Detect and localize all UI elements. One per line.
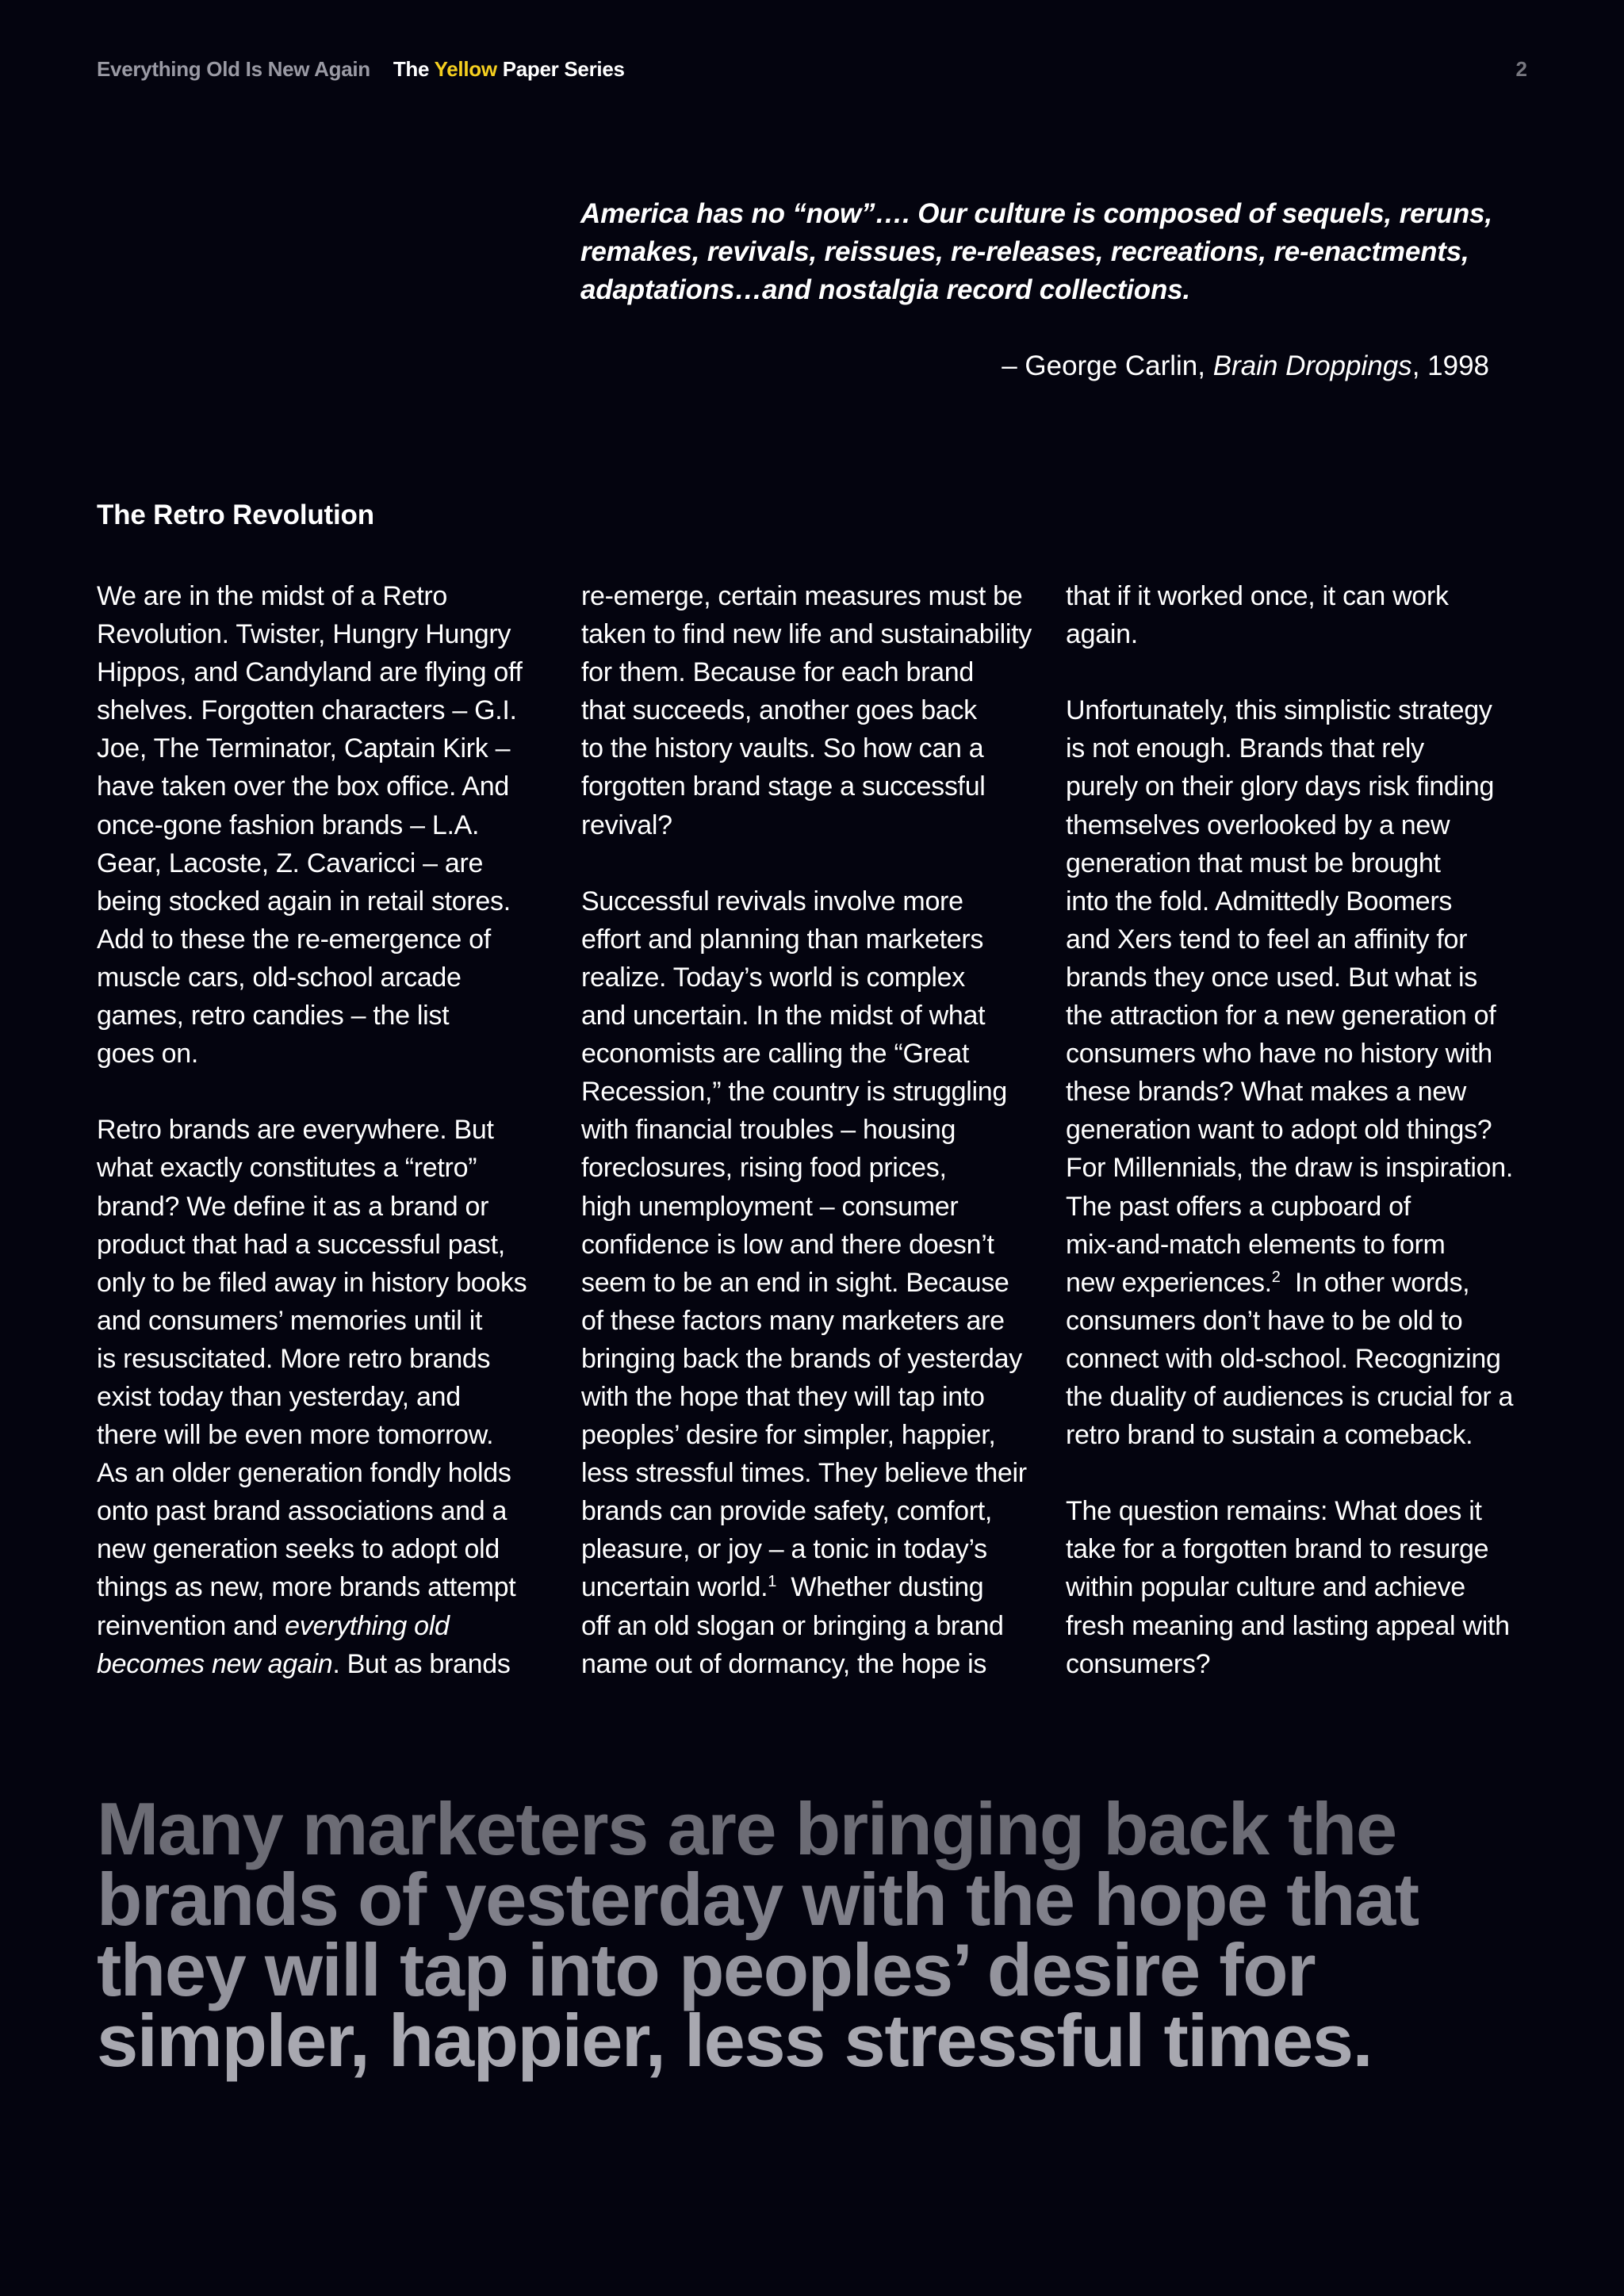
text-line: Hippos, and Candyland are flying off [97, 657, 523, 688]
text-line: Unfortunately, this simplistic strategy [1066, 695, 1492, 726]
text-line: As an older generation fondly holds [97, 1458, 511, 1489]
text-run: Whether dusting [776, 1572, 984, 1603]
document-title: Everything Old Is New Again [97, 57, 370, 81]
text-line: only to be filed away in history books [97, 1267, 527, 1298]
text-line: foreclosures, rising food prices, [581, 1153, 947, 1184]
text-line: confidence is low and there doesn’t [581, 1229, 994, 1260]
text-line: brands they once used. But what is [1066, 962, 1478, 993]
text-line: purely on their glory days risk finding [1066, 771, 1495, 802]
page-number: 2 [1515, 57, 1527, 81]
text-line: and uncertain. In the midst of what [581, 1001, 986, 1031]
running-header [97, 57, 625, 82]
pull-quote-line: simpler, happier, less stressful times. [97, 1999, 1373, 2082]
text-line: brand? We define it as a brand or [97, 1191, 489, 1222]
text-line: with the hope that they will tap into [581, 1381, 985, 1412]
epigraph-quote [580, 195, 1492, 309]
text-line: once-gone fashion brands – L.A. [97, 809, 480, 840]
paragraph [581, 882, 1041, 1683]
paragraph [1066, 1492, 1526, 1682]
text-line [1066, 1264, 1526, 1302]
text-line: with financial troubles – housing [581, 1115, 956, 1146]
text-line: Add to these the re-emergence of [97, 924, 491, 955]
text-run: uncertain world. [581, 1572, 768, 1603]
text-line: consumers don’t have to be old to [1066, 1305, 1463, 1336]
text-line: new generation seeks to adopt old [97, 1534, 500, 1565]
attribution-author: – George Carlin, [1002, 350, 1213, 381]
text-line: name out of dormancy, the hope is [581, 1648, 987, 1679]
text-line: to the history vaults. So how can a [581, 733, 984, 764]
text-line: for them. Because for each brand [581, 657, 975, 688]
text-line: and Xers tend to feel an affinity for [1066, 924, 1468, 955]
text-line: brands can provide safety, comfort, [581, 1496, 993, 1527]
text-line: mix-and-match elements to form [1066, 1229, 1446, 1260]
text-line [97, 1645, 557, 1683]
text-line: peoples’ desire for simpler, happier, [581, 1420, 996, 1451]
paragraph [97, 1111, 557, 1682]
series-title-the: The [393, 57, 430, 81]
text-line: pleasure, or joy – a tonic in today’s [581, 1534, 987, 1565]
emphasis-text: becomes new again [97, 1648, 333, 1679]
footnote-marker: 1 [768, 1573, 777, 1591]
text-line: the duality of audiences is crucial for a [1066, 1381, 1514, 1412]
text-line: taken to find new life and sustainability [581, 619, 1032, 650]
text-line: For Millennials, the draw is inspiration. [1066, 1153, 1514, 1184]
text-line: consumers? [1066, 1648, 1211, 1679]
paragraph [97, 577, 557, 1073]
text-line: generation want to adopt old things? [1066, 1115, 1492, 1146]
text-line: less stressful times. They believe their [581, 1458, 1027, 1489]
text-line: shelves. Forgotten characters – G.I. [97, 695, 517, 726]
text-line: connect with old-school. Recognizing [1066, 1343, 1501, 1374]
emphasis-text: everything old [285, 1610, 450, 1641]
text-line: muscle cars, old-school arcade [97, 962, 462, 993]
epigraph-quote-line: remakes, revivals, reissues, re-releases, recreations, re-enactments, [580, 236, 1469, 267]
text-line: there will be even more tomorrow. [97, 1420, 494, 1451]
epigraph-attribution [1002, 347, 1489, 385]
text-line: again. [1066, 619, 1138, 650]
text-line: revival? [581, 809, 672, 840]
text-line: things as new, more brands attempt [97, 1572, 516, 1603]
text-line: retro brand to sustain a comeback. [1066, 1420, 1473, 1451]
text-line: the attraction for a new generation of [1066, 1001, 1496, 1031]
series-title-rest: Paper Series [502, 57, 625, 81]
paragraph [1066, 691, 1526, 1454]
text-line: that if it worked once, it can work [1066, 581, 1449, 611]
text-run: reinvention and [97, 1610, 285, 1641]
body-column-1 [97, 577, 557, 1721]
text-line: product that had a successful past, [97, 1229, 505, 1260]
text-line: off an old slogan or bringing a brand [581, 1610, 1004, 1641]
text-line: re-emerge, certain measures must be [581, 581, 1023, 611]
text-line: is not enough. Brands that rely [1066, 733, 1424, 764]
attribution-work-title: Brain Droppings [1212, 350, 1412, 381]
text-line: economists are calling the “Great [581, 1039, 969, 1070]
footnote-marker: 2 [1271, 1268, 1281, 1286]
series-title-accent: Yellow [434, 57, 497, 81]
text-line: consumers who have no history with [1066, 1039, 1492, 1070]
text-line: have taken over the box office. And [97, 771, 510, 802]
text-line: what exactly constitutes a “retro” [97, 1153, 477, 1184]
paragraph [581, 577, 1041, 844]
text-line: being stocked again in retail stores. [97, 886, 511, 916]
text-line: generation that must be brought [1066, 848, 1441, 878]
text-line: Gear, Lacoste, Z. Cavaricci – are [97, 848, 484, 878]
epigraph-quote-line: adaptations…and nostalgia record collections. [580, 274, 1190, 305]
text-line: into the fold. Admittedly Boomers [1066, 886, 1453, 916]
body-column-3 [1066, 577, 1526, 1721]
text-line: themselves overlooked by a new [1066, 809, 1450, 840]
text-line: these brands? What makes a new [1066, 1077, 1467, 1108]
body-column-2 [581, 577, 1041, 1721]
epigraph-quote-line: America has no “now”…. Our culture is composed of sequels, reruns, [580, 198, 1492, 229]
text-run: new experiences. [1066, 1267, 1272, 1298]
text-line: forgotten brand stage a successful [581, 771, 986, 802]
text-line: and consumers’ memories until it [97, 1305, 483, 1336]
paragraph [1066, 577, 1526, 653]
text-line: seem to be an end in sight. Because [581, 1267, 1009, 1298]
text-run: . But as brands [332, 1648, 511, 1679]
text-line: Recession,” the country is struggling [581, 1077, 1007, 1108]
text-line: Revolution. Twister, Hungry Hungry [97, 619, 511, 650]
text-line [97, 1607, 557, 1645]
pull-quote-line: Many marketers are bringing back the [97, 1787, 1396, 1870]
text-line: that succeeds, another goes back [581, 695, 977, 726]
pull-quote [97, 1787, 1540, 2082]
text-line: Retro brands are everywhere. But [97, 1115, 494, 1146]
text-line: Successful revivals involve more [581, 886, 963, 916]
text-line: bringing back the brands of yesterday [581, 1343, 1022, 1374]
text-line: exist today than yesterday, and [97, 1381, 461, 1412]
pull-quote-line: brands of yesterday with the hope that [97, 1858, 1419, 1941]
text-line [581, 1568, 1041, 1606]
pull-quote-line: they will tap into peoples’ desire for [97, 1928, 1316, 2011]
text-line: realize. Today’s world is complex [581, 962, 965, 993]
text-line: fresh meaning and lasting appeal with [1066, 1610, 1510, 1641]
text-line: onto past brand associations and a [97, 1496, 508, 1527]
attribution-year: , 1998 [1411, 350, 1489, 381]
text-line: high unemployment – consumer [581, 1191, 959, 1222]
text-line: is resuscitated. More retro brands [97, 1343, 491, 1374]
text-line: The question remains: What does it [1066, 1496, 1482, 1527]
section-heading: The Retro Revolution [97, 499, 374, 530]
text-line: We are in the midst of a Retro [97, 581, 448, 611]
text-line: Joe, The Terminator, Captain Kirk – [97, 733, 511, 764]
text-line: games, retro candies – the list [97, 1001, 450, 1031]
text-line: take for a forgotten brand to resurge [1066, 1534, 1489, 1565]
text-line: within popular culture and achieve [1066, 1572, 1465, 1603]
epigraph [580, 195, 1492, 381]
text-line: goes on. [97, 1039, 199, 1070]
text-line: The past offers a cupboard of [1066, 1191, 1411, 1222]
text-line: effort and planning than marketers [581, 924, 984, 955]
text-run: In other words, [1280, 1267, 1470, 1298]
text-line: of these factors many marketers are [581, 1305, 1005, 1336]
